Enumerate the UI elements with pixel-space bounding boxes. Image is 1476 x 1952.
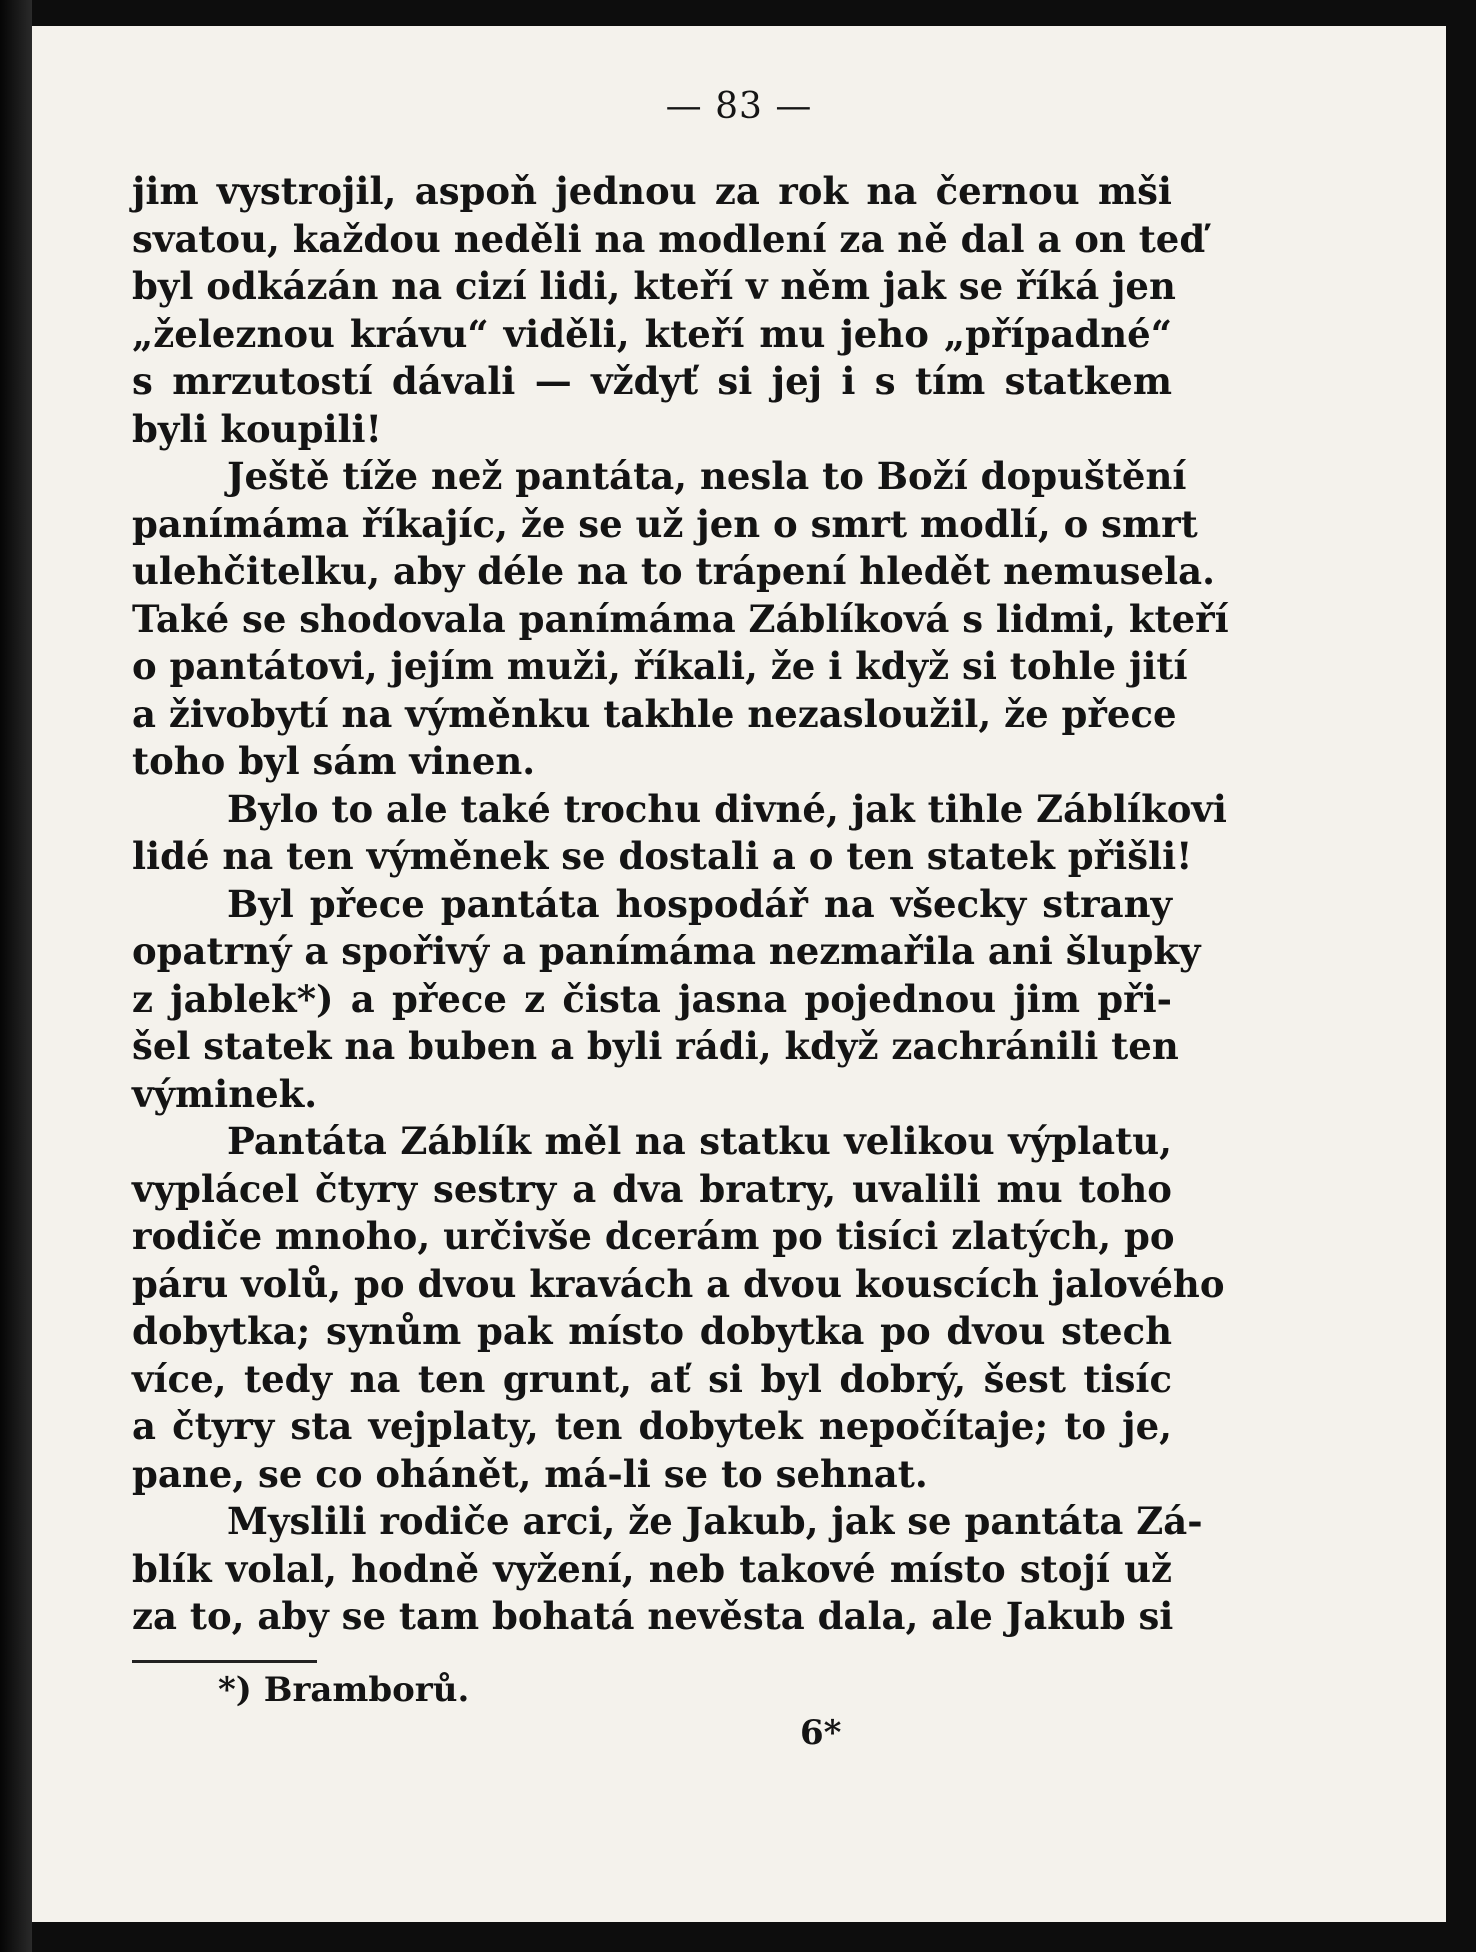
text-line: výminek. bbox=[132, 1071, 318, 1116]
text-line: Bylo to ale také trochu divné, jak tihle Záblíkovi bbox=[227, 786, 1227, 831]
page-number: — 83 — bbox=[665, 86, 813, 127]
text-line: ulehčitelku, aby déle na to trápení hledět nemusela. bbox=[132, 549, 1215, 593]
body-text bbox=[132, 168, 1229, 1641]
footnote-rule bbox=[132, 1660, 317, 1663]
text-line: o pantátovi, jejím muži, říkali, že i když si tohle jití bbox=[132, 644, 1188, 688]
text-line: opatrný a spořivý a panímáma nezmařila ani šlupky bbox=[132, 929, 1201, 973]
text-line: jim vystrojil, aspoň jednou za rok na černou mši bbox=[132, 169, 1172, 213]
text-line: svatou, každou neděli na modlení za ně dal a on teď bbox=[132, 216, 1206, 261]
text-line: „železnou krávu“ viděli, kteří mu jeho „případné“ bbox=[132, 311, 1172, 356]
text-line: pane, se co ohánět, má-li se to sehnat. bbox=[132, 1451, 928, 1496]
text-line: Také se shodovala panímáma Záblíková s lidmi, kteří bbox=[132, 596, 1229, 641]
text-line: toho byl sám vinen. bbox=[132, 739, 536, 783]
text-line: blík volal, hodně vyžení, neb takové místo stojí už bbox=[132, 1546, 1172, 1591]
text-line: více, tedy na ten grunt, ať si byl dobrý, šest tisíc bbox=[132, 1356, 1172, 1401]
page-edge bbox=[0, 0, 32, 1952]
text-line: dobytka; synům pak místo dobytka po dvou stech bbox=[132, 1309, 1172, 1353]
text-line: šel statek na buben a byli rádi, když zachránili ten bbox=[132, 1024, 1179, 1068]
text-line: Pantáta Záblík měl na statku velikou výplatu, bbox=[227, 1119, 1172, 1163]
text-line: rodiče mnoho, určivše dcerám po tisíci zlatých, po bbox=[132, 1214, 1175, 1258]
text-line: panímáma říkajíc, že se už jen o smrt modlí, o smrt bbox=[132, 501, 1198, 546]
text-line: za to, aby se tam bohatá nevěsta dala, ale Jakub si bbox=[132, 1594, 1174, 1638]
footnote: *) Bramborů. bbox=[218, 1670, 470, 1710]
signature-mark: 6* bbox=[800, 1713, 842, 1753]
text-line: s mrzutostí dávali — vždyť si jej i s tím statkem bbox=[132, 359, 1172, 403]
text-line: byli koupili! bbox=[132, 406, 382, 451]
text-line: Myslili rodiče arci, že Jakub, jak se pantáta Zá- bbox=[227, 1499, 1203, 1543]
text-line: lidé na ten výměnek se dostali a o ten statek přišli! bbox=[132, 834, 1193, 878]
text-line: byl odkázán na cizí lidi, kteří v něm jak se říká jen bbox=[132, 264, 1176, 308]
text-line: z jablek*) a přece z čista jasna pojednou jim při- bbox=[132, 976, 1172, 1021]
text-line: a živobytí na výměnku takhle nezasloužil, že přece bbox=[132, 691, 1177, 736]
text-line: vyplácel čtyry sestry a dva bratry, uvalili mu toho bbox=[132, 1166, 1172, 1211]
text-line: a čtyry sta vejplaty, ten dobytek nepočítaje; to je, bbox=[132, 1404, 1172, 1448]
text-line: Ještě tíže než pantáta, nesla to Boží dopuštění bbox=[227, 454, 1187, 498]
text-line: páru volů, po dvou kravách a dvou kouscích jalového bbox=[132, 1261, 1225, 1306]
text-line: Byl přece pantáta hospodář na všecky strany bbox=[227, 881, 1172, 926]
